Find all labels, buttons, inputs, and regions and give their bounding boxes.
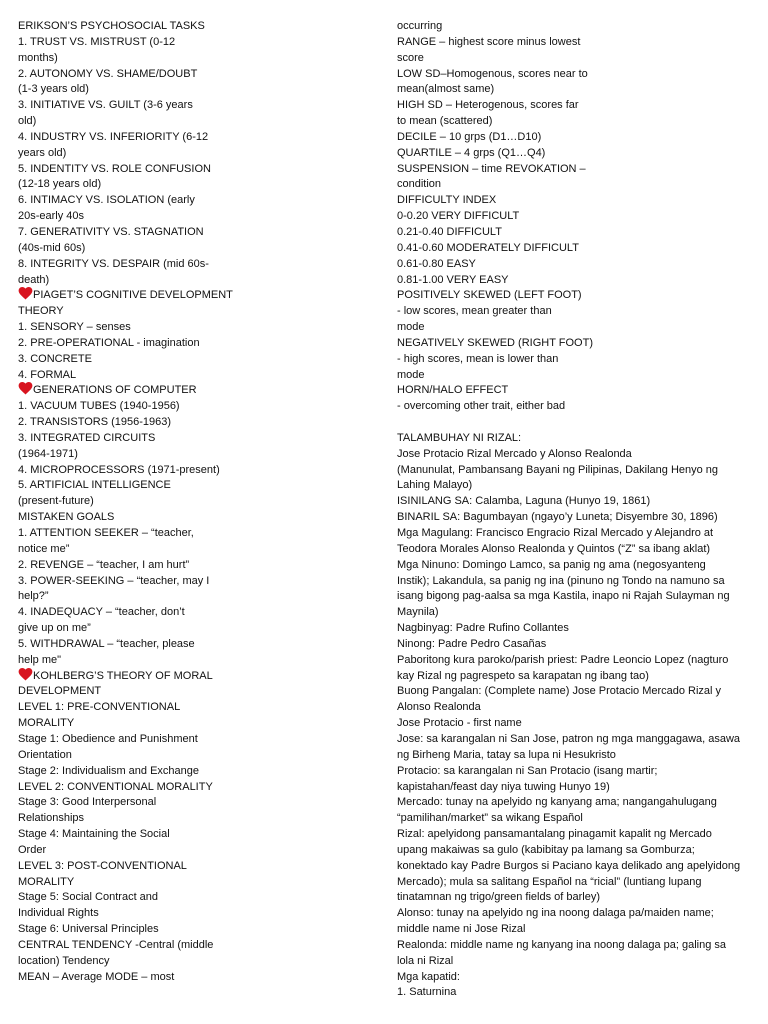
kohlberg-line: MORALITY (18, 875, 75, 888)
erikson-line: 20s-early 40s (18, 210, 85, 223)
kohlberg-line: Individual Rights (18, 907, 99, 920)
rizal-line: Protacio: sa karangalan ni San Protacio (isang martir; (397, 764, 658, 777)
piaget-line: 3. CONCRETE (18, 352, 92, 365)
erikson-line: (40s-mid 60s) (18, 241, 86, 254)
piaget-line: 2. PRE-OPERATIONAL - imagination (18, 336, 200, 349)
piaget-title-text: PIAGET’S COGNITIVE DEVELOPMENT (33, 289, 233, 302)
stats-line: SUSPENSION – time REVOKATION – (397, 162, 586, 175)
stats-line: 0.81-1.00 VERY EASY (397, 273, 509, 286)
erikson-line: (12-18 years old) (18, 178, 102, 191)
rizal-line: Realonda: middle name ng kanyang ina noong dalaga pa; galing sa (397, 938, 727, 951)
rizal-line: Maynila) (397, 606, 439, 619)
kohlberg-line: location) Tendency (18, 954, 110, 967)
kohlberg-line: LEVEL 3: POST-CONVENTIONAL (18, 859, 187, 872)
erikson-line: old) (18, 115, 37, 128)
erikson-line: 8. INTEGRITY VS. DESPAIR (mid 60s- (18, 257, 209, 270)
stats-line: QUARTILE – 4 grps (Q1…Q4) (397, 146, 546, 159)
computers-line: help?” (18, 590, 49, 603)
right-column (397, 19, 752, 1001)
erikson-line: 4. INDUSTRY VS. INFERIORITY (6-12 (18, 130, 209, 143)
stats-line: - low scores, mean greater than (397, 305, 552, 318)
stats-line: mode (397, 321, 425, 334)
stats-line: POSITIVELY SKEWED (LEFT FOOT) (397, 289, 582, 302)
kohlberg-line: LEVEL 2: CONVENTIONAL MORALITY (18, 780, 213, 793)
stats-line: score (397, 51, 424, 64)
rizal-line: Jose Protacio - first name (397, 717, 522, 730)
rizal-biography (397, 431, 752, 1001)
rizal-line: Mga Magulang: Francisco Engracio Rizal Mercado y Alejandro at (397, 527, 714, 539)
erikson-line: 6. INTIMACY VS. ISOLATION (early (18, 194, 195, 207)
kohlberg-line: Stage 2: Individualism and Exchange (18, 764, 200, 777)
rizal-line: Alonso Realonda (397, 701, 481, 714)
rizal-line: Mga kapatid: (397, 970, 460, 983)
rizal-line: Paboritong kura paroko/parish priest: Padre Leoncio Lopez (nagturo (397, 653, 729, 666)
stats-line: condition (397, 178, 442, 191)
kohlberg-line: MEAN – Average MODE – most (18, 970, 175, 983)
rizal-line: isang bigong pag-aalsa sa mga Kastila, inapo ni Rajah Sulayman ng (397, 590, 730, 603)
stats-list (397, 19, 752, 415)
piaget-line: 4. FORMAL (18, 368, 77, 381)
erikson-line: months) (18, 51, 58, 64)
heart-icon (18, 667, 33, 682)
rizal-line: Jose: sa karangalan ni San Jose, patron ng mga manggagawa, asawa (397, 732, 741, 745)
section-title-piaget (18, 288, 233, 304)
rizal-line: Mercado: tunay na apelyido ng kanyang ama; nangangahulugang (397, 796, 717, 809)
section-title-kohlberg (18, 669, 228, 685)
piaget-list (18, 320, 228, 383)
kohlberg-line: Orientation (18, 748, 72, 761)
computers-line: MISTAKEN GOALS (18, 511, 115, 524)
heart-icon (18, 381, 33, 396)
stats-line: occurring (397, 20, 443, 32)
rizal-line: tinatamnan ng trigo/green fields of barley) (397, 891, 601, 904)
kohlberg-title-cont: DEVELOPMENT (18, 685, 102, 698)
erikson-line: 1. TRUST VS. MISTRUST (0-12 (18, 35, 176, 48)
kohlberg-line: Stage 3: Good Interpersonal (18, 796, 157, 809)
stats-line: mode (397, 368, 425, 381)
erikson-line: death) (18, 273, 50, 286)
spacer (397, 415, 752, 431)
computers-line: give up on me” (18, 622, 91, 635)
kohlberg-line: Stage 5: Social Contract and (18, 891, 159, 904)
section-title-computers (18, 383, 228, 399)
stats-line: RANGE – highest score minus lowest (397, 35, 581, 48)
rizal-line: Lahing Malayo) (397, 479, 473, 492)
stats-line: - overcoming other trait, either bad (397, 400, 566, 413)
erikson-line: 7. GENERATIVITY VS. STAGNATION (18, 225, 204, 238)
kohlberg-line: Stage 4: Maintaining the Social (18, 828, 170, 841)
rizal-line: Buong Pangalan: (Complete name) Jose Protacio Mercado Rizal y (397, 685, 722, 698)
computers-line: 2. REVENGE – “teacher, I am hurt” (18, 558, 190, 571)
computers-line: 5. WITHDRAWAL – “teacher, please (18, 637, 195, 650)
computers-line: help me" (18, 653, 62, 666)
erikson-line: years old) (18, 146, 67, 159)
rizal-line: “pamilihan/market” sa wikang Español (397, 812, 583, 825)
computers-line: notice me” (18, 542, 70, 555)
rizal-line: TALAMBUHAY NI RIZAL: (397, 431, 522, 444)
erikson-list (18, 35, 228, 289)
rizal-line: kay Rizal ng pagrespeto sa karapatan ng ibang tao) (397, 669, 649, 682)
rizal-line: (Manunulat, Pambansang Bayani ng Pilipinas, Dakilang Henyo ng (397, 463, 719, 476)
computers-line: 1. ATTENTION SEEKER – “teacher, (18, 527, 194, 539)
stats-line: to mean (scattered) (397, 115, 493, 128)
computers-line: 5. ARTIFICIAL INTELLIGENCE (18, 479, 171, 492)
computers-line: 4. MICROPROCESSORS (1971-present) (18, 463, 220, 476)
rizal-line: ng Birheng Maria, tatay sa lupa ni Hesukristo (397, 748, 616, 761)
erikson-line: 5. INDENTITY VS. ROLE CONFUSION (18, 162, 211, 175)
stats-line: 0.21-0.40 DIFFICULT (397, 225, 502, 238)
computers-line: (1964-1971) (18, 447, 78, 460)
kohlberg-line: Order (18, 843, 47, 856)
rizal-line: Jose Protacio Rizal Mercado y Alonso Realonda (397, 447, 632, 460)
kohlberg-line: CENTRAL TENDENCY -Central (middle (18, 938, 214, 951)
kohlberg-title-text: KOHLBERG’S THEORY OF MORAL (33, 669, 213, 682)
stats-line: HIGH SD – Heterogenous, scores far (397, 99, 579, 112)
rizal-line: 1. Saturnina (397, 986, 457, 999)
computers-line: 1. VACUUM TUBES (1940-1956) (18, 400, 180, 413)
erikson-line: 3. INITIATIVE VS. GUILT (3-6 years (18, 99, 193, 112)
rizal-line: Mga Ninuno: Domingo Lamco, sa panig ng ama (negosyanteng (397, 558, 706, 571)
computers-list (18, 399, 228, 668)
computers-line: 3. POWER-SEEKING – “teacher, may I (18, 574, 210, 587)
rizal-line: upang makaiwas sa gulo (kabibitay pa lamang sa Gomburza; (397, 843, 695, 856)
rizal-line: middle name ni Jose Rizal (397, 923, 526, 936)
computers-title-text: GENERATIONS OF COMPUTER (33, 384, 197, 397)
rizal-line: Nagbinyag: Padre Rufino Collantes (397, 622, 569, 635)
stats-line: NEGATIVELY SKEWED (RIGHT FOOT) (397, 336, 593, 349)
stats-line: 0.61-0.80 EASY (397, 257, 476, 270)
stats-line: 0.41-0.60 MODERATELY DIFFICULT (397, 241, 579, 254)
rizal-line: konektado kay Padre Burgos si Paciano kaya delikado ang apelyidong (397, 859, 741, 872)
kohlberg-list (18, 700, 228, 985)
erikson-line: (1-3 years old) (18, 83, 89, 96)
computers-line: 3. INTEGRATED CIRCUITS (18, 431, 156, 444)
computers-line: 4. INADEQUACY – “teacher, don’t (18, 606, 185, 619)
computers-line: 2. TRANSISTORS (1956-1963) (18, 416, 172, 429)
heart-icon (18, 286, 33, 301)
computers-line: (present-future) (18, 495, 94, 508)
stats-line: mean(almost same) (397, 83, 495, 96)
rizal-line: ISINILANG SA: Calamba, Laguna (Hunyo 19, 1861) (397, 495, 651, 508)
rizal-line: Ninong: Padre Pedro Casañas (397, 637, 547, 650)
rizal-line: Alonso: tunay na apelyido ng ina noong dalaga pa/maiden name; (397, 907, 714, 920)
section-title-erikson: ERIKSON’S PSYCHOSOCIAL TASKS (18, 20, 205, 32)
rizal-line: Rizal: apelyidong pansamantalang pinagamit kapalit ng Mercado (397, 828, 712, 841)
rizal-line: kapistahan/feast day niya tuwing Hunyo 19) (397, 780, 610, 793)
stats-line: HORN/HALO EFFECT (397, 384, 509, 397)
kohlberg-line: MORALITY (18, 717, 75, 730)
left-column (18, 19, 233, 985)
stats-line: DIFFICULTY INDEX (397, 194, 497, 207)
stats-line: 0-0.20 VERY DIFFICULT (397, 210, 520, 223)
kohlberg-line: LEVEL 1: PRE-CONVENTIONAL (18, 701, 181, 714)
stats-line: - high scores, mean is lower than (397, 352, 559, 365)
rizal-line: Teodora Morales Alonso Realonda y Quintos (“Z” sa ibang aklat) (397, 542, 711, 555)
piaget-title-cont: THEORY (18, 305, 64, 318)
rizal-line: Mercado); mula sa salitang Español na “ricial” (luntiang lupang (397, 875, 702, 888)
piaget-line: 1. SENSORY – senses (18, 321, 131, 334)
rizal-line: BINARIL SA: Bagumbayan (ngayo’y Luneta; Disyembre 30, 1896) (397, 511, 718, 524)
kohlberg-line: Stage 1: Obedience and Punishment (18, 732, 198, 745)
rizal-line: lola ni Rizal (397, 954, 454, 967)
stats-line: DECILE – 10 grps (D1…D10) (397, 130, 542, 143)
stats-line: LOW SD–Homogenous, scores near to (397, 67, 588, 80)
rizal-line: Instik); Lakandula, sa panig ng ina (pinuno ng Tondo na namuno sa (397, 574, 725, 587)
kohlberg-line: Stage 6: Universal Principles (18, 923, 159, 936)
kohlberg-line: Relationships (18, 812, 85, 825)
erikson-line: 2. AUTONOMY VS. SHAME/DOUBT (18, 67, 198, 80)
